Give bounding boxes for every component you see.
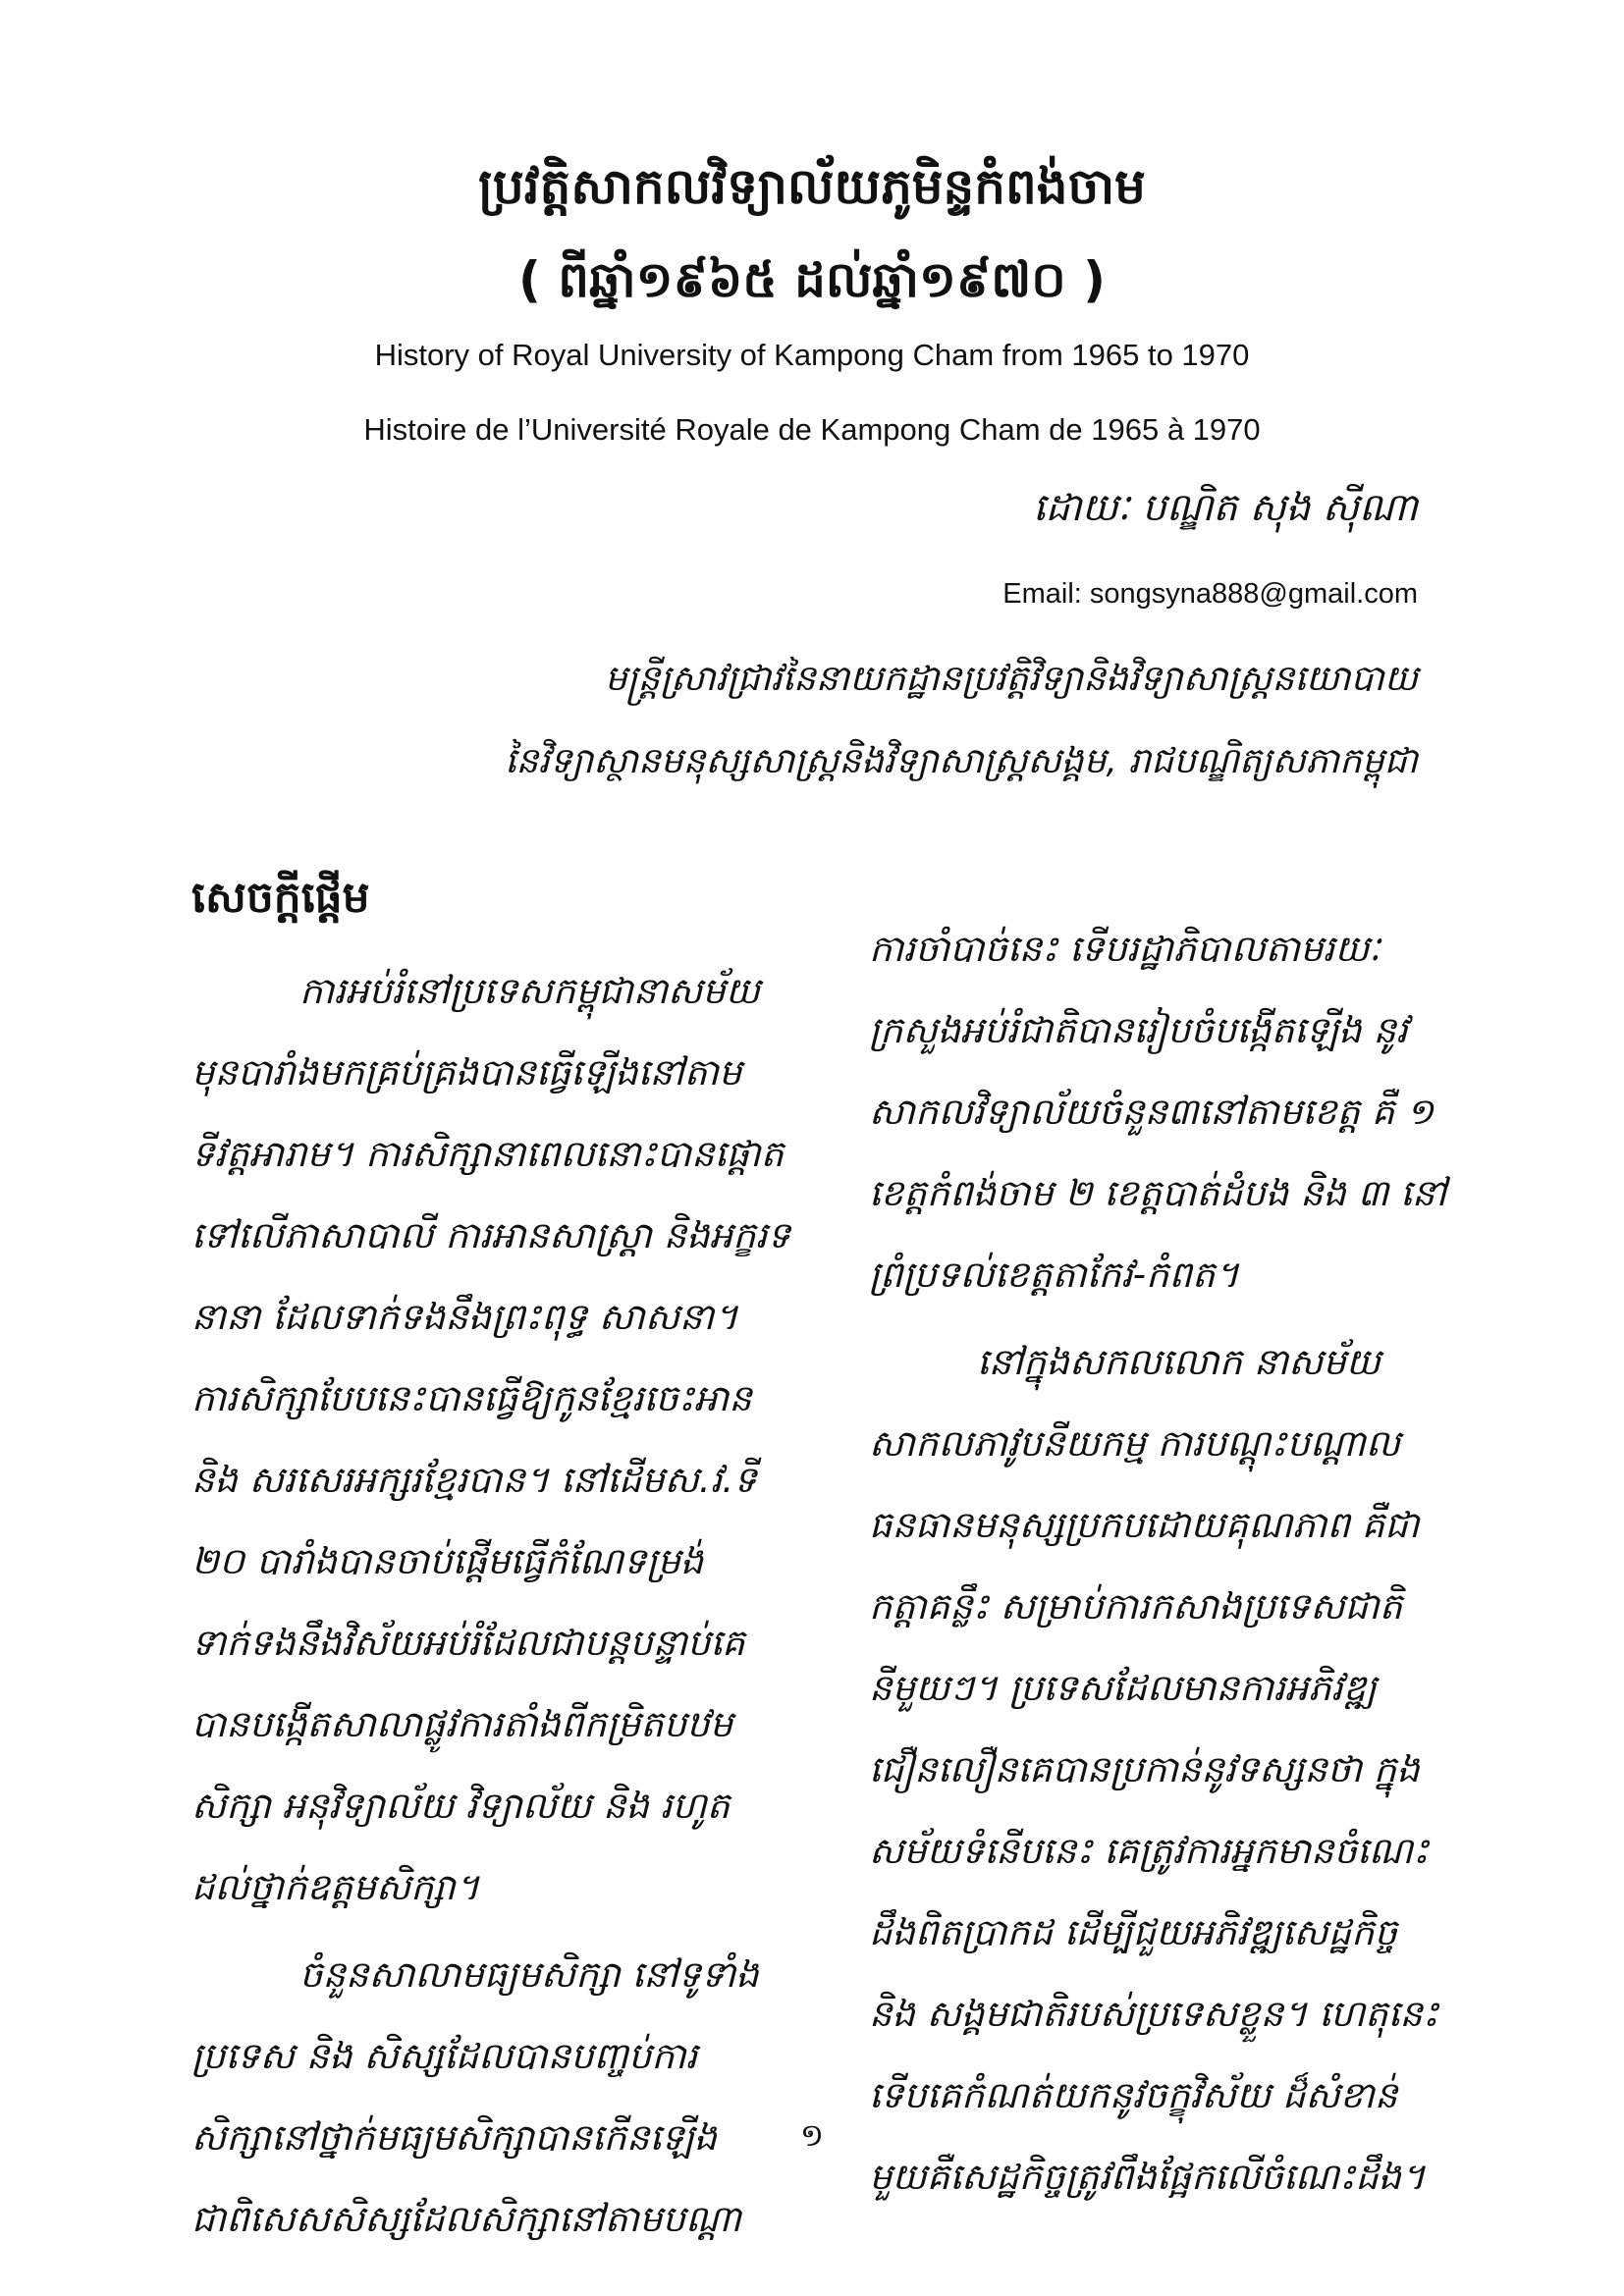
paragraph-line: ជាពិសេសសិស្សដែលសិក្សានៅតាមបណ្តា xyxy=(191,2198,741,2240)
paragraph-line: ទីវត្តអារាម។ ការសិក្សានាពេលនោះបានផ្តោត xyxy=(191,1133,785,1175)
paragraph-line: នៅក្នុងសកលលោក នាសម័យ xyxy=(977,1341,1381,1383)
french-title: Histoire de l’Université Royale de Kampong Cham de 1965 à 1970 xyxy=(363,412,1261,447)
paragraph-line: ធនធានមនុស្សប្រកបដោយគុណភាព គឺជា xyxy=(869,1504,1420,1546)
paragraph-line: សម័យទំនើបនេះ គេត្រូវការអ្នកមានចំណេះ xyxy=(869,1830,1430,1872)
paragraph-line: បានបង្កើតសាលាផ្លូវការតាំងពីកម្រិតបឋម xyxy=(191,1703,733,1745)
paragraph-line: ដឹងពិតប្រាកដ ដើម្បីជួយអភិវឌ្ឍសេដ្ឋកិច្ច xyxy=(869,1911,1398,1953)
author-affiliation-1: មន្ត្រីស្រាវជ្រាវនៃនាយកដ្ឋានប្រវត្តិវិទ្យានិងវិទ្យាសាស្ត្រនយោបាយ xyxy=(604,659,1418,699)
paragraph-line: និង សរសេរអក្សរខ្មែរបាន។ នៅដើមស.វ.ទី xyxy=(191,1459,757,1501)
paragraph-line: និង សង្គមជាតិរបស់ប្រទេសខ្លួន។ ហេតុនេះ xyxy=(869,1993,1439,2035)
paragraph-line: ក្រសួងអប់រំជាតិបានរៀបចំបង្កើតឡើង នូវ xyxy=(869,1009,1408,1051)
paragraph-line: ទើបគេកំណត់យកនូវចក្ខុវិស័យ ដ៏សំខាន់ xyxy=(869,2074,1398,2116)
paragraph-line: ការចាំបាច់នេះ ទើបរដ្ឋាភិបាលតាមរយៈ xyxy=(869,928,1380,970)
paragraph-line: ចំនួនសាលាមធ្យមសិក្សា នៅទូទាំង xyxy=(299,1953,759,1996)
paragraph-line: ខេត្តកំពង់ចាម ២ ខេត្តបាត់ដំបង និង ៣ នៅ xyxy=(869,1172,1447,1214)
english-title: History of Royal University of Kampong Cham from 1965 to 1970 xyxy=(374,338,1250,372)
paragraph-line: ទាក់ទងនឹងវិស័យអប់រំដែលជាបន្តបន្ទាប់គេ xyxy=(191,1622,745,1664)
paragraph-line: ប្រទេស និង សិស្សដែលបានបញ្ចប់ការ xyxy=(191,2035,698,2077)
document-title: ប្រវត្តិសាកលវិទ្យាល័យភូមិន្ទកំពង់ចាម xyxy=(478,158,1146,215)
section-heading: សេចក្តីផ្តើម xyxy=(191,873,370,923)
paragraph-line: នានា ដែលទាក់ទងនឹងព្រះពុទ្ធ សាសនា។ xyxy=(191,1296,738,1338)
paragraph-line: សាកលភាវូបនីយកម្ម ការបណ្តុះបណ្តាល xyxy=(869,1422,1401,1465)
paragraph-line: ការអប់រំនៅប្រទេសកម្ពុជានាសម័យ xyxy=(299,970,761,1012)
paragraph-line: ជឿនលឿនគេបានប្រកាន់នូវទស្សនថា ក្នុង xyxy=(869,1748,1420,1790)
paragraph-line: ២០ បារាំងបានចាប់ផ្តើមធ្វើកំណែទម្រង់ xyxy=(191,1540,704,1582)
paragraph-line: នីមួយៗ។ ប្រទេសដែលមានការអភិវឌ្ឍ xyxy=(869,1667,1378,1709)
paragraph-line: ទៅលើភាសាបាលី ការអានសាស្ត្រា និងអក្ខរទ xyxy=(191,1214,790,1256)
author-email: Email: songsyna888@gmail.com xyxy=(1002,578,1418,610)
document-years: ( ពីឆ្នាំ១៩៦៥ ដល់ឆ្នាំ១៩៧០ ) xyxy=(518,251,1106,308)
paragraph-line: សាកលវិទ្យាល័យចំនួន៣នៅតាមខេត្ត គឺ ១ xyxy=(869,1091,1435,1133)
author-affiliation-2: នៃវិទ្យាស្ថានមនុស្សសាស្ត្រនិងវិទ្យាសាស្ត្រសង្គម, រាជបណ្ឌិត្យសភាកម្ពុជា xyxy=(505,741,1418,781)
paragraph-line: សិក្សា អនុវិទ្យាល័យ វិទ្យាល័យ និង រហូត xyxy=(191,1785,731,1827)
paragraph-line: មុនបារាំងមកគ្រប់គ្រងបានធ្វើឡើងនៅតាម xyxy=(191,1051,742,1094)
paragraph-line: ព្រំប្រទល់ខេត្តតាកែវ-កំពត។ xyxy=(869,1254,1239,1296)
page-number: ១ xyxy=(799,2116,825,2154)
paragraph-line: ការសិក្សាបែបនេះបានធ្វើឱ្យកូនខ្មែរចេះអាន xyxy=(191,1377,752,1419)
paragraph-line: កត្តាគន្លឹះ សម្រាប់ការកសាងប្រទេសជាតិ xyxy=(869,1585,1403,1628)
author-line: ដោយៈ បណ្ឌិត សុង ស៊ីណា xyxy=(1033,486,1418,530)
paragraph-line: មួយគឺសេដ្ឋកិច្ចត្រូវពឹងផ្អែកលើចំណេះដឹង។ xyxy=(869,2156,1426,2198)
paragraph-line: ដល់ថ្នាក់ឧត្តមសិក្សា។ xyxy=(191,1866,480,1908)
paragraph-line: សិក្សានៅថ្នាក់មធ្យមសិក្សាបានកើនឡើង xyxy=(191,2116,718,2159)
